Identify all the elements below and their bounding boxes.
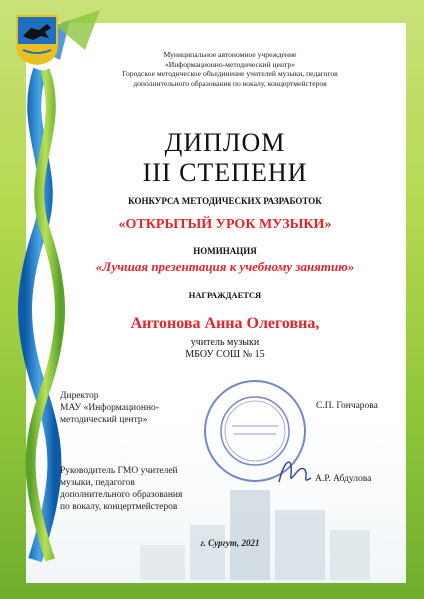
- director-title: [60, 390, 200, 426]
- director-line: методический центр»: [60, 415, 148, 425]
- header-line: дополнительного образования по вокалу, концертмейстеров: [133, 78, 327, 88]
- winner-name: Антонова Анна Олеговна,: [130, 315, 320, 332]
- nomination-label: НОМИНАЦИЯ: [193, 246, 257, 256]
- director-line: МАУ «Информационно-: [60, 403, 159, 413]
- contest-name: «ОТКРЫТЫЙ УРОК МУЗЫКИ»: [118, 217, 332, 232]
- head-line: музыки, педагогов: [60, 478, 135, 488]
- director-line: Директор: [60, 391, 99, 401]
- header-line: «Информационно-методический центр»: [164, 59, 296, 69]
- head-line: по вокалу, концертмейстеров: [60, 502, 178, 512]
- winner-school: МБОУ СОШ № 15: [185, 349, 265, 360]
- director-name: С.П. Гончарова: [316, 401, 378, 411]
- nomination-name: «Лучшая презентация к учебному занятию»: [95, 259, 355, 274]
- head-line: дополнительного образования: [60, 490, 183, 500]
- header-line: Муниципальное автономное учреждение: [163, 50, 297, 59]
- organization-header: [70, 50, 390, 88]
- head-line: Руководитель ГМО учителей: [60, 466, 178, 476]
- signature-icon: [275, 452, 315, 492]
- head-title: [60, 465, 210, 513]
- diploma-title: ДИПЛОМ: [164, 128, 286, 157]
- city-crest-icon: [15, 14, 59, 66]
- contest-label: КОНКУРСА МЕТОДИЧЕСКИХ РАЗРАБОТОК: [128, 196, 322, 206]
- city-and-year: г. Сургут, 2021: [200, 538, 260, 548]
- winner-position: учитель музыки: [190, 337, 260, 348]
- header-line: Городское методическое объединение учителей музыки, педагогов: [122, 69, 338, 78]
- head-name: А.Р. Абдулова: [315, 474, 372, 484]
- diploma-degree: III СТЕПЕНИ: [142, 158, 308, 187]
- awarded-label: НАГРАЖДАЕТСЯ: [188, 290, 262, 300]
